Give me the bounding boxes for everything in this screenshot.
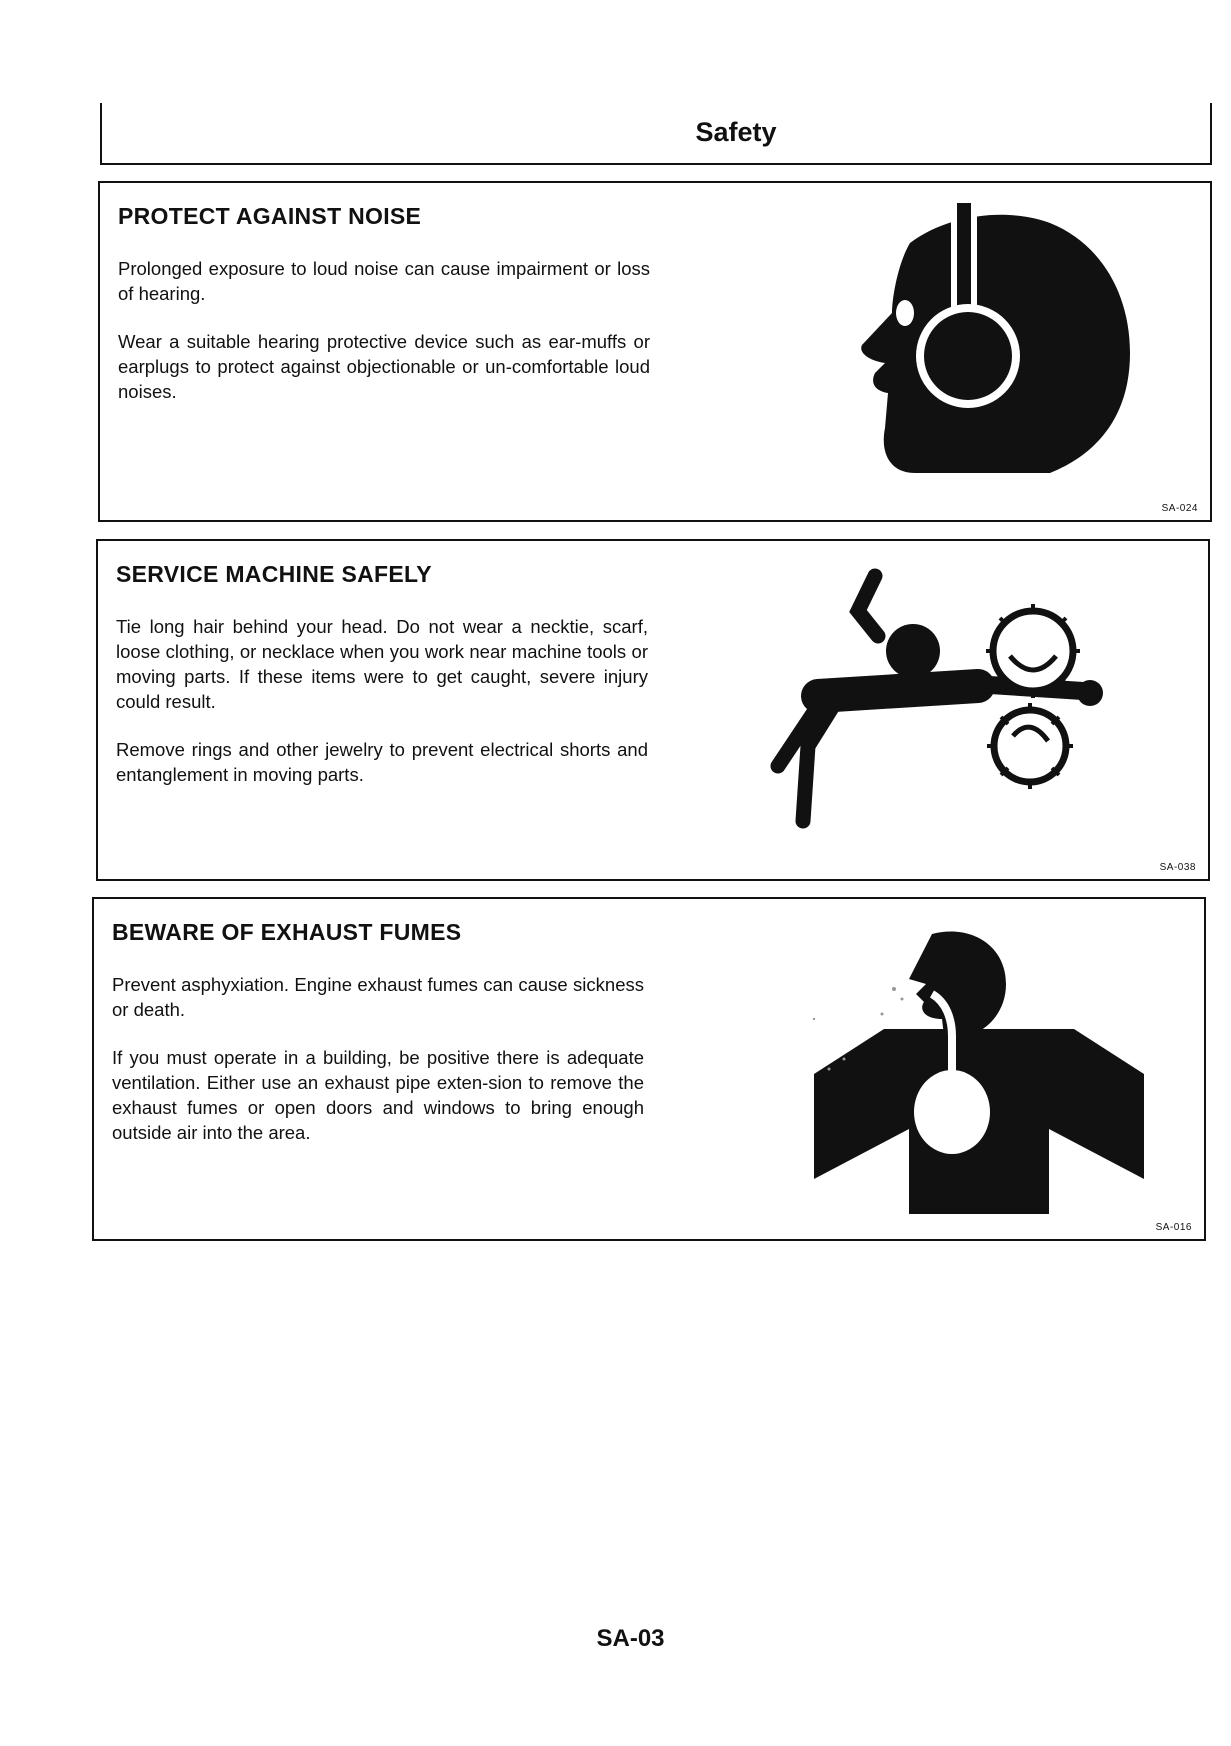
section-body: [118, 256, 650, 427]
paragraph: If you must operate in a building, be positive there is adequate ventilation. Either use an exhaust pipe exten-sion to remove the exhaust fumes or open doors and windows to bring enough outside air into the area.: [112, 1047, 644, 1143]
paragraph: Tie long hair behind your head. Do not wear a necktie, scarf, loose clothing, or necklace when you work near machine tools or moving parts. If these items were to get caught, severe injury could result.: [116, 616, 648, 712]
figure-code: SA-016: [1155, 1222, 1192, 1233]
figure-code: SA-038: [1159, 862, 1196, 873]
gear-lower: [987, 703, 1073, 789]
page-header: [100, 103, 1212, 165]
figure-code: SA-024: [1161, 503, 1198, 514]
entanglement-hazard-icon: [758, 566, 1198, 856]
section-beware-of-exhaust-fumes: [92, 897, 1206, 1241]
section-title: PROTECT AGAINST NOISE: [118, 203, 422, 229]
section-service-machine-safely: [96, 539, 1210, 881]
exhaust-fumes-icon: [784, 924, 1194, 1214]
section-body: [116, 614, 648, 810]
page-title: Safety: [695, 117, 777, 147]
page-number: SA-03: [596, 1625, 665, 1652]
hearing-protection-icon: [800, 203, 1180, 483]
section-protect-against-noise: [98, 181, 1212, 522]
paragraph: Wear a suitable hearing protective device such as ear-muffs or earplugs to protect against objectionable or un-comfortable loud noises.: [118, 331, 650, 402]
gear-upper: [986, 604, 1080, 698]
paragraph: Remove rings and other jewelry to prevent electrical shorts and entanglement in moving parts.: [116, 739, 648, 785]
section-title: SERVICE MACHINE SAFELY: [116, 561, 432, 587]
section-body: [112, 972, 644, 1168]
paragraph: Prolonged exposure to loud noise can cause impairment or loss of hearing.: [118, 258, 650, 304]
paragraph: Prevent asphyxiation. Engine exhaust fumes can cause sickness or death.: [112, 974, 644, 1020]
section-title: BEWARE OF EXHAUST FUMES: [112, 919, 462, 945]
